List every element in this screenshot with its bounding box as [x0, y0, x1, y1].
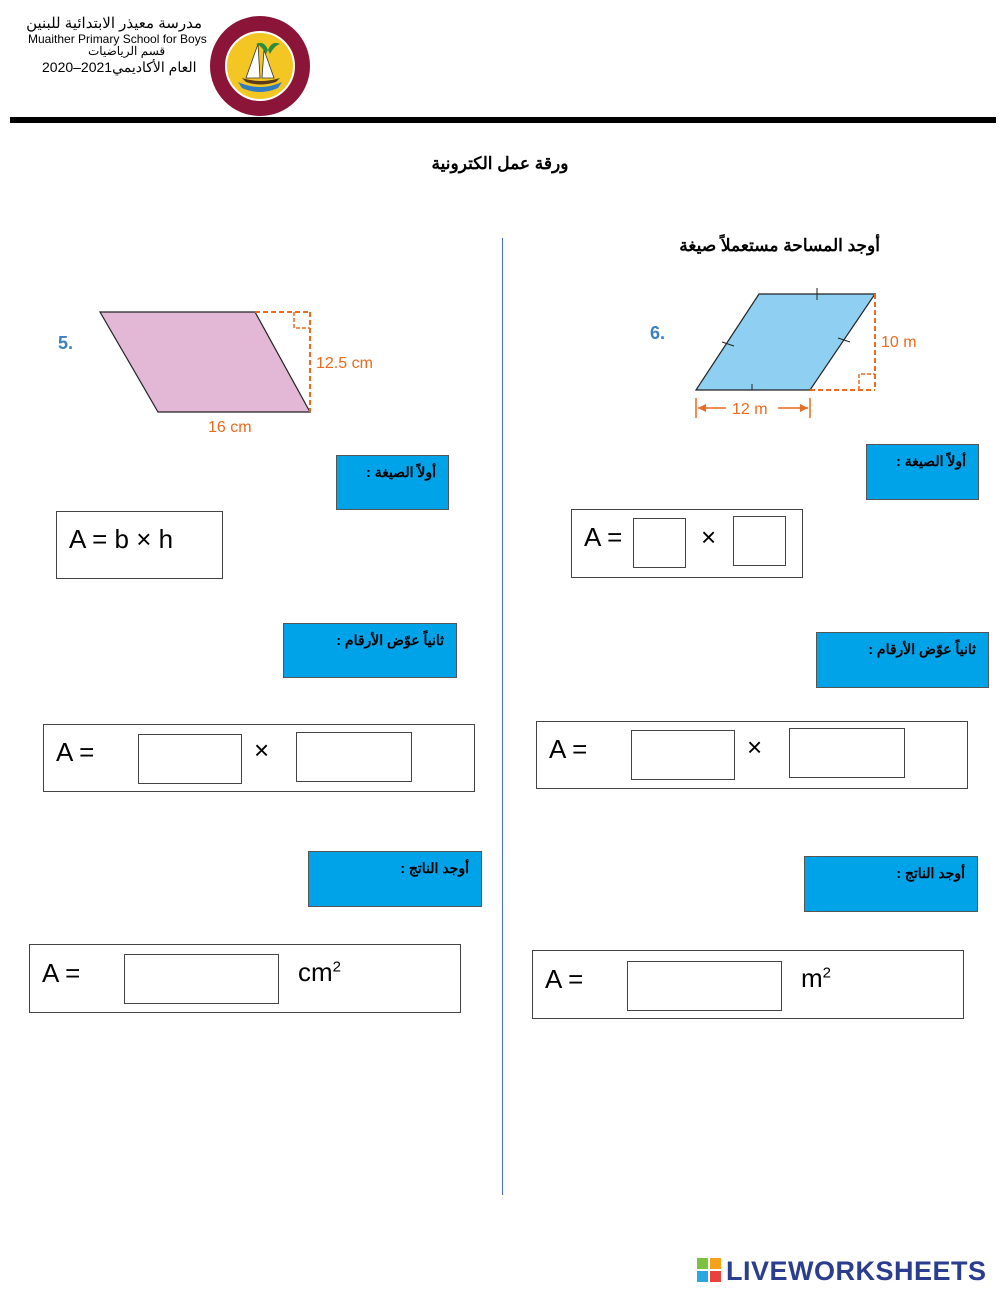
- formula-prefix-6: A =: [584, 522, 623, 552]
- problem-6-number: 6.: [650, 323, 666, 343]
- height-label-6: 10 m: [881, 334, 917, 351]
- formula-box-6: [571, 509, 803, 578]
- qatar-emblem-icon: [208, 14, 312, 118]
- substitute-box-5: [43, 724, 475, 792]
- result-prefix-6: A =: [545, 964, 584, 994]
- substitute-label-5: ثانياً عوّض الأرقام :: [283, 623, 457, 678]
- formula-input-b-6[interactable]: [633, 518, 686, 568]
- formula-label-5: أولاً الصيغة :: [336, 455, 449, 510]
- base-label-6: 12 m: [732, 401, 768, 418]
- times-sign-6: ×: [747, 732, 763, 762]
- height-input-5[interactable]: [296, 732, 412, 782]
- school-name-arabic: مدرسة معيذر الابتدائية للبنين: [26, 15, 202, 32]
- unit-exponent-5: 2: [332, 958, 342, 976]
- result-box-6: [532, 950, 964, 1019]
- unit-6: [801, 963, 831, 994]
- unit-base-5: cm: [298, 957, 333, 987]
- department-name: قسم الرياضيات: [88, 44, 166, 58]
- substitute-prefix-5: A =: [56, 737, 95, 767]
- formula-text-5: A = b × h: [69, 524, 174, 554]
- result-label-5: أوجد الناتج :: [308, 851, 482, 907]
- height-input-6[interactable]: [789, 728, 905, 778]
- header-rule: [10, 117, 996, 123]
- formula-times-6: ×: [701, 522, 717, 552]
- result-box-5: [29, 944, 461, 1013]
- page-title: ورقة عمل الكترونية: [431, 154, 569, 173]
- right-angle-marker-5: [294, 312, 310, 328]
- result-input-6[interactable]: [627, 961, 782, 1011]
- academic-year: [42, 59, 197, 76]
- liveworksheets-brand: LIVEWORKSHEETS: [726, 1256, 987, 1286]
- parallelogram-6-figure: [640, 280, 950, 430]
- height-label-5: 12.5 cm: [316, 355, 373, 372]
- result-input-5[interactable]: [124, 954, 279, 1004]
- base-label-5: 16 cm: [208, 419, 252, 436]
- base-input-6[interactable]: [631, 730, 735, 780]
- parallelogram-5-figure: [50, 300, 400, 440]
- formula-label-6: أولاً الصيغة :: [866, 444, 979, 500]
- unit-5: [298, 957, 341, 988]
- right-angle-marker-6: [859, 374, 875, 390]
- unit-exponent-6: 2: [822, 964, 832, 982]
- substitute-box-6: [536, 721, 968, 789]
- result-label-6: أوجد الناتج :: [804, 856, 978, 912]
- instruction-text: أوجد المساحة مستعملاً صيغة: [679, 236, 880, 255]
- unit-base-6: m: [801, 963, 823, 993]
- substitute-prefix-6: A =: [549, 734, 588, 764]
- formula-input-h-6[interactable]: [733, 516, 786, 566]
- parallelogram-5-shape: [100, 312, 310, 412]
- times-sign-5: ×: [254, 735, 270, 765]
- base-input-5[interactable]: [138, 734, 242, 784]
- substitute-label-6: ثانياً عوّض الأرقام :: [816, 632, 989, 688]
- result-prefix-5: A =: [42, 958, 81, 988]
- school-name-english: Muaither Primary School for Boys: [28, 32, 207, 46]
- formula-box-5: [56, 511, 223, 579]
- column-divider: [502, 238, 503, 1195]
- problem-5-number: 5.: [58, 333, 74, 353]
- academic-year-label: العام الأكاديمي: [112, 59, 197, 75]
- liveworksheets-logo-icon: [697, 1258, 721, 1282]
- academic-year-value: 2020–2021: [42, 59, 113, 75]
